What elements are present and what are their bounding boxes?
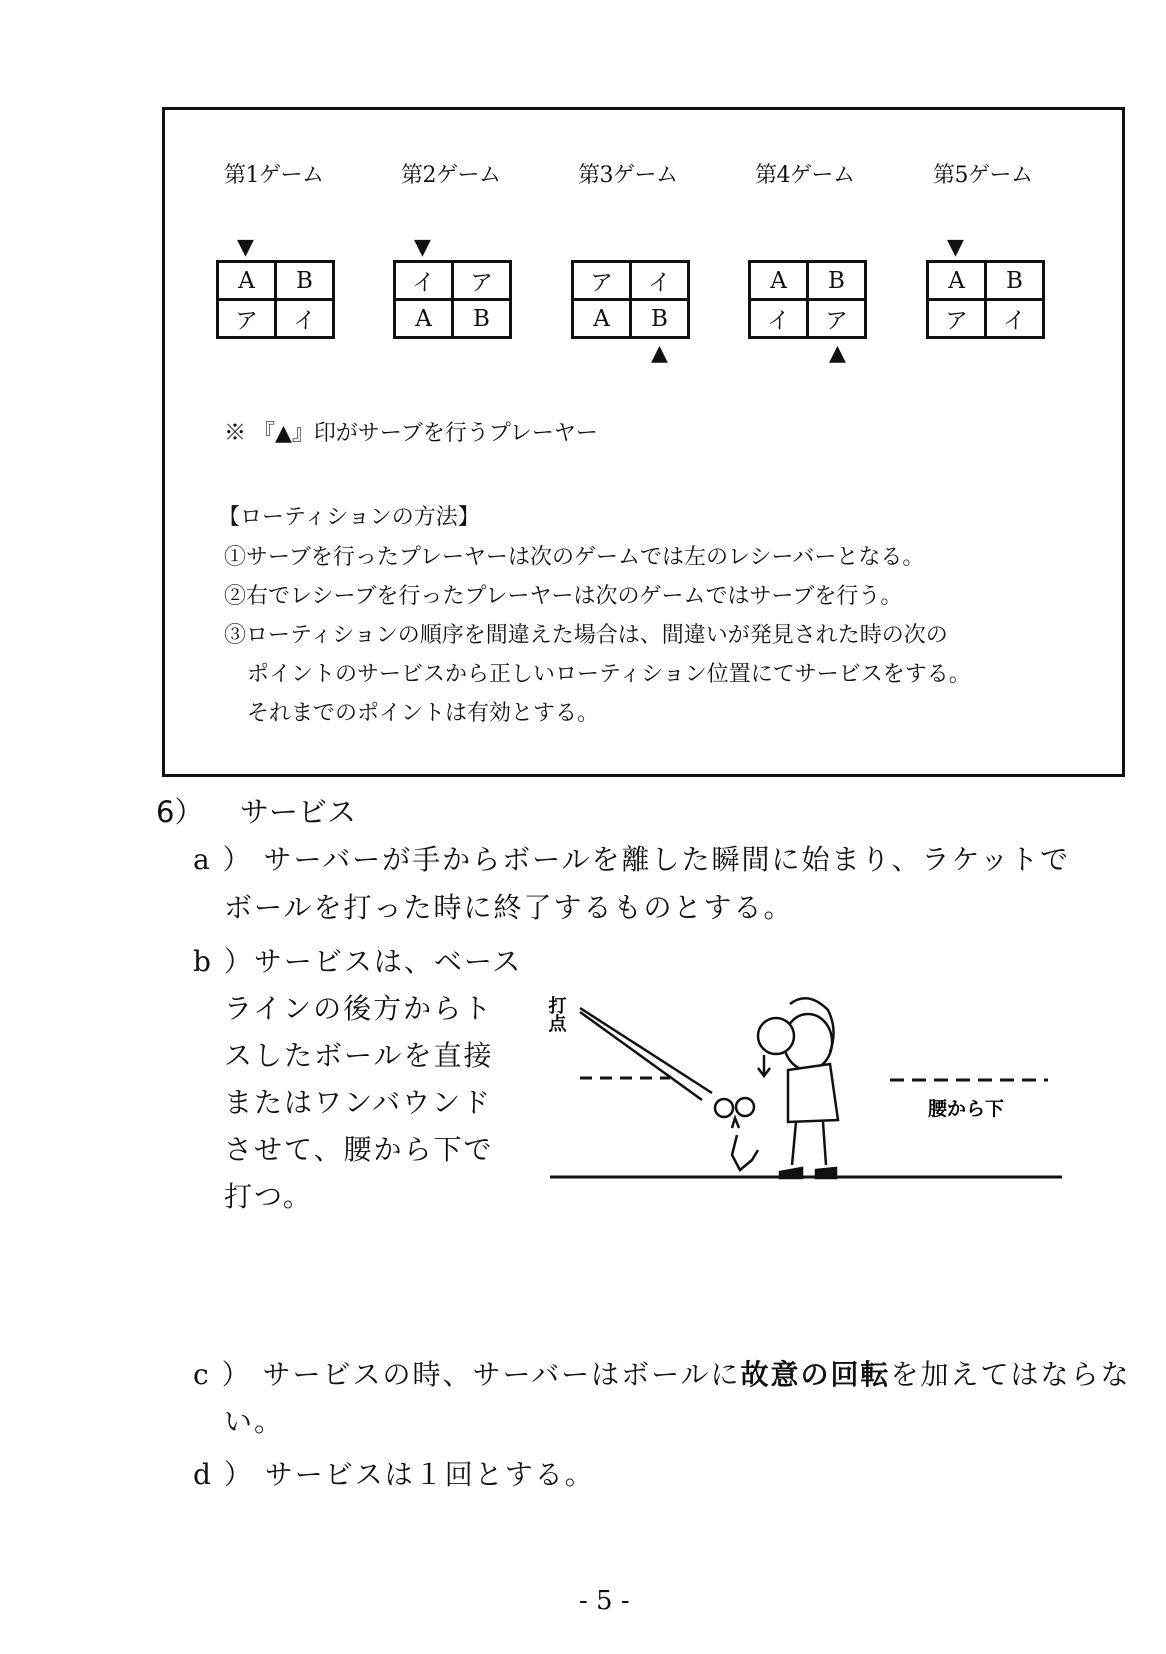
court-cell: イ xyxy=(631,262,689,300)
game-label-3: 第3ゲーム xyxy=(578,163,678,188)
court-cell: イ xyxy=(395,262,453,300)
hit-point-label: 打点 xyxy=(545,996,567,1032)
court-diagram-3 xyxy=(571,260,690,339)
game-label-2: 第2ゲーム xyxy=(401,163,501,188)
para-c-post: を加えてはならな xyxy=(890,1358,1131,1391)
method-title: 【ローティションの方法】 xyxy=(218,505,480,530)
court-diagram-4 xyxy=(748,260,867,339)
court-cell: B xyxy=(631,300,689,338)
game-label-1: 第1ゲーム xyxy=(224,163,324,188)
court-cell: A xyxy=(750,262,808,300)
court-cell: A xyxy=(218,262,276,300)
server-marker-2: ▼ xyxy=(414,235,431,260)
server-note: ※ 『▲』印がサーブを行うプレーヤー xyxy=(224,421,598,446)
para-b-line-5: させて、腰から下で xyxy=(224,1133,494,1166)
ball-icon xyxy=(736,1098,754,1116)
pointer-line xyxy=(580,1012,702,1100)
server-marker-3: ▲ xyxy=(651,341,668,366)
court-cell: A xyxy=(395,300,453,338)
arrow-down-icon xyxy=(758,1055,770,1076)
serve-illustration xyxy=(540,960,1080,1195)
court-diagram-2 xyxy=(393,260,512,339)
court-cell: ア xyxy=(573,262,631,300)
court-cell: B xyxy=(986,262,1044,300)
page-number: - 5 - xyxy=(579,1586,630,1616)
court-cell: イ xyxy=(986,300,1044,338)
ball-icon xyxy=(715,1099,733,1117)
rule-3-cont-2: それまでのポイントは有効とする。 xyxy=(247,701,600,726)
court-cell: ア xyxy=(453,262,511,300)
bounce-arrow-icon xyxy=(732,1135,758,1170)
player-figure xyxy=(758,998,838,1178)
court-cell: A xyxy=(573,300,631,338)
rule-3-cont-1: ポイントのサービスから正しいローティション位置にてサービスをする。 xyxy=(247,662,971,687)
para-b-line-3: スしたボールを直接 xyxy=(224,1039,494,1072)
para-c-pre: c ） サービスの時、サーバーはボールに xyxy=(193,1358,741,1391)
para-b-line-6: 打つ。 xyxy=(224,1180,313,1213)
rule-1: ①サーブを行ったプレーヤーは次のゲームでは左のレシーバーとなる。 xyxy=(224,545,925,570)
court-cell: イ xyxy=(276,300,334,338)
court-cell: B xyxy=(276,262,334,300)
court-cell: イ xyxy=(750,300,808,338)
para-b-line-4: またはワンバウンド xyxy=(224,1086,493,1119)
para-a-line-2: ボールを打った時に終了するものとする。 xyxy=(224,891,794,924)
server-marker-5: ▼ xyxy=(947,235,964,260)
court-cell: ア xyxy=(808,300,866,338)
para-c-emphasis: 故意の回転 xyxy=(740,1358,891,1391)
para-b-line-1: b ）サービスは、ベース xyxy=(193,945,523,978)
server-marker-1: ▼ xyxy=(237,235,254,260)
game-label-5: 第5ゲーム xyxy=(933,163,1033,188)
court-cell: B xyxy=(808,262,866,300)
waist-label: 腰から下 xyxy=(928,1098,1005,1120)
court-cell: A xyxy=(928,262,986,300)
para-b-line-2: ラインの後方からト xyxy=(224,992,494,1025)
court-diagram-5 xyxy=(926,260,1045,339)
game-label-4: 第4ゲーム xyxy=(755,163,855,188)
court-diagram-1 xyxy=(216,260,335,339)
server-marker-4: ▲ xyxy=(829,341,846,366)
court-cell: ア xyxy=(218,300,276,338)
court-cell: B xyxy=(453,300,511,338)
para-d: d ） サービスは１回とする。 xyxy=(193,1458,595,1491)
arrow-up-icon xyxy=(732,1118,739,1128)
section-number: 6） xyxy=(156,795,204,829)
para-c-line-2: い。 xyxy=(224,1405,285,1438)
para-a-line-1: a ） サーバーが手からボールを離した瞬間に始まり、ラケットで xyxy=(193,843,1071,876)
pointer-line xyxy=(580,1008,712,1093)
rule-3: ③ローティションの順序を間違えた場合は、間違いが発見された時の次の xyxy=(224,623,948,648)
para-c-line-1 xyxy=(193,1353,1131,1393)
rule-2: ②右でレシーブを行ったプレーヤーは次のゲームではサーブを行う。 xyxy=(224,584,903,609)
court-cell: ア xyxy=(928,300,986,338)
section-title: サービス xyxy=(240,795,357,829)
